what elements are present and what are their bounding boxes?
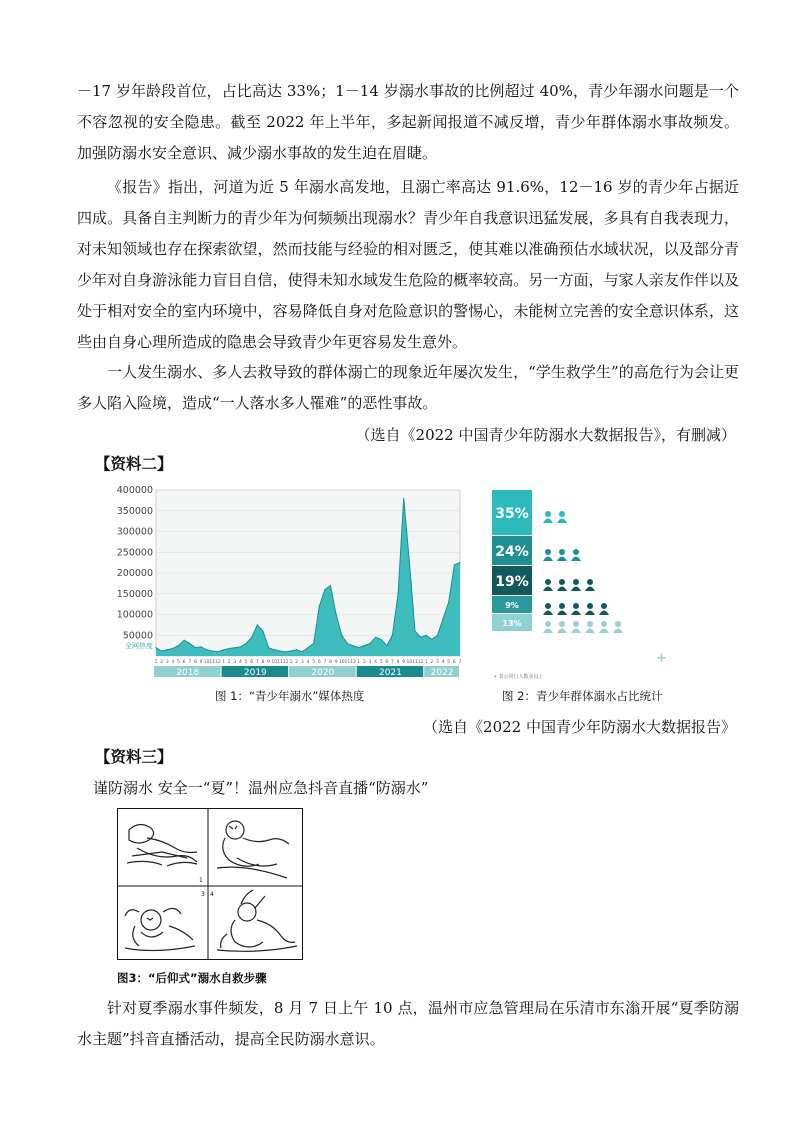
person-icon bbox=[545, 579, 551, 585]
person-icon-body bbox=[571, 557, 581, 562]
person-icon bbox=[587, 621, 593, 627]
month-tick-label: 10 bbox=[406, 660, 413, 665]
data-point bbox=[392, 635, 393, 636]
month-tick-label: 10 bbox=[203, 660, 210, 665]
month-tick-label: 4 bbox=[441, 660, 445, 665]
month-tick-label: 2 bbox=[227, 660, 231, 665]
y-axis-label: 全网热度 bbox=[125, 642, 153, 650]
person-icon bbox=[573, 621, 579, 627]
person-icon-body bbox=[543, 629, 553, 634]
month-tick-label: 11 bbox=[209, 660, 216, 665]
data-point bbox=[369, 643, 370, 644]
y-tick-label: 350000 bbox=[116, 505, 153, 517]
month-tick-label: 8 bbox=[396, 660, 400, 665]
month-tick-label: 3 bbox=[233, 660, 237, 665]
month-tick-label: 11 bbox=[344, 660, 351, 665]
y-tick-label: 400000 bbox=[116, 485, 153, 496]
month-tick-label: 11 bbox=[412, 660, 418, 665]
person-icon-body bbox=[585, 587, 595, 592]
month-tick-label: 11 bbox=[276, 660, 283, 665]
month-tick-label: 10 bbox=[271, 660, 278, 665]
person-icon bbox=[545, 603, 551, 609]
ratio-label: 24% bbox=[495, 544, 529, 560]
month-tick-label: 12 bbox=[282, 660, 289, 665]
person-icon bbox=[545, 549, 551, 555]
data-point bbox=[414, 631, 415, 632]
news-title: 谨防溺水 安全一“夏”！温州应急抖音直播“防溺水” bbox=[93, 779, 429, 797]
data-point bbox=[268, 647, 269, 648]
data-point bbox=[375, 637, 376, 638]
figure-1-caption: 图 1：“青少年溺水”媒体热度 bbox=[215, 689, 365, 703]
data-point bbox=[397, 593, 398, 594]
data-point bbox=[195, 647, 196, 648]
data-point bbox=[234, 647, 235, 648]
month-tick-label: 5 bbox=[312, 660, 316, 665]
month-tick-label: 1 bbox=[289, 660, 293, 665]
month-tick-label: 9 bbox=[334, 660, 338, 665]
data-point bbox=[437, 635, 438, 636]
data-point bbox=[212, 650, 213, 651]
person-icon bbox=[545, 511, 551, 517]
month-tick-label: 9 bbox=[402, 660, 406, 665]
month-tick-label: 7 bbox=[188, 660, 192, 665]
plus-sign: + bbox=[656, 651, 667, 666]
heading-material-2: 【资料二】 bbox=[95, 454, 173, 473]
data-point bbox=[274, 649, 275, 650]
data-point bbox=[403, 498, 404, 499]
data-point bbox=[381, 639, 382, 640]
data-point bbox=[279, 650, 280, 651]
step-1-number: 1 bbox=[199, 877, 203, 884]
data-point bbox=[189, 643, 190, 644]
data-point bbox=[341, 635, 342, 636]
data-point bbox=[330, 585, 331, 586]
y-tick-label: 300000 bbox=[116, 526, 153, 538]
month-tick-label: 7 bbox=[255, 660, 259, 665]
ratio-label: 35% bbox=[495, 506, 529, 522]
month-tick-label: 2 bbox=[362, 660, 366, 665]
step-4-number: 4 bbox=[210, 891, 214, 898]
month-tick-label: 7 bbox=[391, 660, 394, 665]
person-icon-body bbox=[571, 611, 581, 616]
data-point bbox=[302, 651, 303, 652]
month-tick-label: 5 bbox=[379, 660, 383, 665]
data-point bbox=[184, 640, 185, 641]
data-point bbox=[448, 601, 449, 602]
source-note-2: （选自《2022 中国青少年防溺水大数据报告》 bbox=[423, 718, 736, 736]
self-rescue-steps-figure bbox=[117, 808, 303, 960]
person-icon bbox=[559, 621, 565, 627]
data-point bbox=[161, 650, 162, 651]
person-icon-body bbox=[557, 587, 567, 592]
person-icon bbox=[559, 549, 565, 555]
month-tick-label: 3 bbox=[300, 660, 304, 665]
data-point bbox=[454, 564, 455, 565]
person-icon-body bbox=[557, 611, 567, 616]
y-tick-label: 100000 bbox=[116, 609, 153, 621]
person-icon bbox=[559, 579, 565, 585]
month-tick-label: 8 bbox=[261, 660, 265, 665]
month-tick-label: 3 bbox=[436, 660, 439, 665]
data-point bbox=[443, 618, 444, 619]
y-tick-label: 150000 bbox=[116, 588, 153, 600]
month-tick-label: 9 bbox=[199, 660, 203, 665]
ratio-label: 9% bbox=[505, 601, 519, 610]
month-tick-label: 12 bbox=[417, 660, 424, 665]
month-tick-label: 10 bbox=[338, 660, 345, 665]
data-point bbox=[324, 589, 325, 590]
person-icon-body bbox=[585, 629, 595, 634]
month-tick-label: 7 bbox=[458, 660, 462, 665]
year-label: 2020 bbox=[311, 668, 335, 678]
group-drowning-ratio-chart bbox=[490, 484, 690, 684]
month-tick-label: 7 bbox=[323, 660, 327, 665]
data-point bbox=[420, 637, 421, 638]
media-heat-area-chart bbox=[104, 484, 464, 684]
month-tick-label: 3 bbox=[165, 660, 169, 665]
month-tick-label: 6 bbox=[182, 660, 186, 665]
person-icon bbox=[615, 621, 621, 627]
figure-2-caption: 图 2：青少年群体溺水占比统计 bbox=[502, 689, 663, 703]
data-point bbox=[155, 647, 156, 648]
year-label: 2018 bbox=[176, 668, 200, 678]
person-icon-body bbox=[543, 519, 553, 524]
month-tick-label: 4 bbox=[239, 660, 242, 665]
person-icon-body bbox=[571, 587, 581, 592]
month-tick-label: 1 bbox=[154, 660, 158, 665]
month-tick-label: 12 bbox=[350, 660, 356, 665]
month-tick-label: 2 bbox=[160, 660, 164, 665]
data-point bbox=[217, 651, 218, 652]
month-tick-label: 8 bbox=[193, 660, 197, 665]
person-icon-body bbox=[557, 557, 567, 562]
data-point bbox=[172, 648, 173, 649]
paragraph-3: 一人发生溺水、多人去救导致的群体溺亡的现象近年屡次发生，“学生救学生”的高危行为会让更多人陷入险境，造成“一人落水多人罹难”的恶性事故。 bbox=[77, 363, 739, 412]
month-tick-label: 4 bbox=[374, 660, 377, 665]
data-point bbox=[358, 647, 359, 648]
person-icon-body bbox=[557, 519, 567, 524]
month-tick-label: 12 bbox=[215, 660, 221, 665]
data-point bbox=[167, 649, 168, 650]
month-tick-label: 2 bbox=[430, 660, 434, 665]
data-point bbox=[291, 650, 292, 651]
month-tick-label: 3 bbox=[368, 660, 372, 665]
data-point bbox=[285, 651, 286, 652]
data-point bbox=[386, 645, 387, 646]
data-point bbox=[229, 648, 230, 649]
data-point bbox=[251, 637, 252, 638]
person-icon bbox=[587, 579, 593, 585]
person-icon-body bbox=[543, 587, 553, 592]
month-tick-label: 4 bbox=[306, 660, 310, 665]
month-tick-label: 8 bbox=[329, 660, 332, 665]
data-point bbox=[313, 643, 314, 644]
person-icon-body bbox=[599, 611, 609, 616]
month-tick-label: 6 bbox=[250, 660, 254, 665]
data-point bbox=[240, 646, 241, 647]
paragraph-2: 《报告》指出，河道为近 5 年溺水高发地，且溺亡率高达 91.6%，12－16 岁的青少年占据近四成。具备自主判断力的青少年为何频频出现溺水？青少年自我意识迅猛发展，多具有自我表现力，对未知领域也存在探索欲望，然而技能与经验的相对匮乏，使其难以准确预估水域状况，以及部分青少年对自身游泳能力盲目自信，使得未知水域发生危险的概率较高。另一方面，与家人亲友作伴以及处于相对安全的室内环境中，容易降低自身对危险意识的警惕心，未能树立完善的安全意识体系，这些由自身心理所造成的隐患会导致青少年更容易发生意外。 bbox=[77, 178, 739, 351]
y-tick-label: 250000 bbox=[116, 547, 153, 559]
data-point bbox=[223, 649, 224, 650]
month-tick-label: 5 bbox=[447, 660, 451, 665]
person-icon bbox=[573, 603, 579, 609]
month-tick-label: 6 bbox=[317, 660, 321, 665]
year-label: 2019 bbox=[243, 668, 267, 678]
paragraph-4: 针对夏季溺水事件频发，8 月 7 日上午 10 点，温州市应急管理局在乐清市东滃开展“夏季防溺水主题”抖音直播活动，提高全民防溺水意识。 bbox=[77, 999, 739, 1048]
person-icon bbox=[559, 603, 565, 609]
person-icon bbox=[587, 603, 593, 609]
data-point bbox=[307, 647, 308, 648]
data-point bbox=[262, 631, 263, 632]
data-point bbox=[352, 645, 353, 646]
y-tick-label: 50000 bbox=[122, 630, 153, 642]
month-tick-label: 1 bbox=[357, 660, 361, 665]
data-point bbox=[347, 643, 348, 644]
paragraph-1: －17 岁年龄段首位，占比高达 33%；1－14 岁溺水事故的比例超过 40%，青少年溺水问题是一个不容忽视的安全隐患。截至 2022 年上半年，多起新闻报道不减反增，青少年群体溺水事故频发。加强防溺水安全意识、减少溺水事故的发生迫在眉睫。 bbox=[77, 82, 739, 162]
data-point bbox=[319, 606, 320, 607]
step-3-number: 3 bbox=[201, 891, 205, 898]
data-point bbox=[178, 645, 179, 646]
person-icon-body bbox=[543, 611, 553, 616]
ratio-label: 13% bbox=[502, 619, 522, 628]
month-tick-label: 6 bbox=[385, 660, 389, 665]
figure-3-caption: 图3：“后仰式”溺水自救步骤 bbox=[117, 971, 267, 985]
person-icon-body bbox=[571, 629, 581, 634]
month-tick-label: 5 bbox=[177, 660, 180, 665]
data-point bbox=[200, 646, 201, 647]
person-icon bbox=[545, 621, 551, 627]
person-icon-body bbox=[599, 629, 609, 634]
data-point bbox=[245, 643, 246, 644]
data-point bbox=[426, 635, 427, 636]
month-tick-label: 6 bbox=[452, 660, 456, 665]
month-tick-label: 4 bbox=[171, 660, 175, 665]
person-icon bbox=[601, 603, 607, 609]
y-tick-label: 200000 bbox=[116, 568, 153, 579]
person-icon-body bbox=[585, 611, 595, 616]
person-icon-body bbox=[557, 629, 567, 634]
data-point bbox=[296, 649, 297, 650]
month-tick-label: 5 bbox=[244, 660, 248, 665]
person-icon bbox=[601, 621, 607, 627]
month-tick-label: 1 bbox=[424, 660, 428, 665]
person-icon-body bbox=[543, 557, 553, 562]
data-point bbox=[364, 645, 365, 646]
person-icon bbox=[559, 511, 565, 517]
legend-note: • 表示同行人数及以上 bbox=[494, 674, 544, 680]
ratio-label: 19% bbox=[495, 574, 529, 590]
data-point bbox=[257, 624, 258, 625]
month-tick-label: 9 bbox=[267, 660, 271, 665]
data-point bbox=[336, 614, 337, 615]
source-note-1: （选自《2022 中国青少年防溺水大数据报告》，有删减） bbox=[355, 426, 736, 444]
month-tick-label: 1 bbox=[222, 660, 225, 665]
heading-material-3: 【资料三】 bbox=[95, 747, 173, 766]
person-icon bbox=[573, 579, 579, 585]
data-point bbox=[409, 560, 410, 561]
person-icon-body bbox=[613, 629, 623, 634]
person-icon bbox=[573, 549, 579, 555]
data-point bbox=[459, 562, 460, 563]
year-label: 2021 bbox=[378, 668, 402, 678]
data-point bbox=[431, 639, 432, 640]
month-tick-label: 2 bbox=[295, 660, 299, 665]
year-label: 2022 bbox=[430, 668, 454, 678]
data-point bbox=[206, 649, 207, 650]
